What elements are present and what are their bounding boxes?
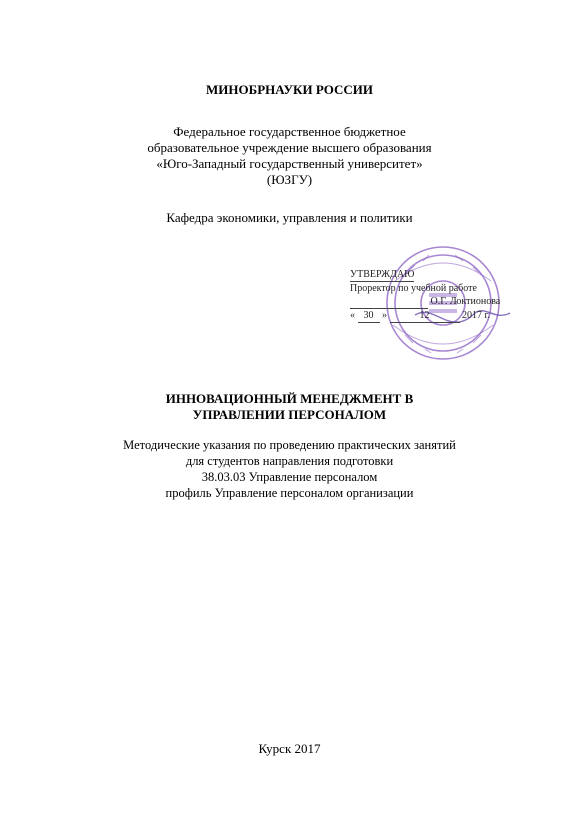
city-year: Курск 2017: [258, 741, 321, 756]
description-line: Методические указания по проведению практических занятий: [123, 438, 456, 452]
department-name: Кафедра экономики, управления и политики: [166, 210, 413, 225]
date-year: 2017 г.: [462, 310, 490, 321]
university-block: [0, 124, 579, 188]
description-line: профиль Управление персоналом организации: [165, 486, 414, 500]
approval-date-line: [350, 309, 550, 323]
date-quote-close: »: [382, 310, 387, 321]
ministry-heading: МИНОБРНАУКИ РОССИИ: [206, 82, 373, 97]
date-quote-open: «: [350, 310, 355, 321]
description-line: 38.03.03 Управление персоналом: [201, 470, 378, 484]
document-description: [0, 437, 579, 501]
title-line: ИННОВАЦИОННЫЙ МЕНЕДЖМЕНТ В: [165, 391, 414, 406]
university-line: Федеральное государственное бюджетное: [173, 124, 406, 139]
approval-heading: [350, 268, 550, 282]
signature-blank: [350, 295, 428, 309]
date-month: 12: [390, 309, 460, 323]
university-abbreviation: (ЮЗГУ): [266, 172, 313, 187]
title-line: УПРАВЛЕНИИ ПЕРСОНАЛОМ: [192, 407, 387, 422]
approval-word: УТВЕРЖДАЮ: [350, 269, 415, 280]
university-line: «Юго-Западный государственный университет»: [156, 156, 423, 171]
approval-signature-line: [350, 295, 550, 309]
approval-block: [350, 268, 550, 348]
date-day: 30: [358, 309, 380, 323]
approval-position: Проректор по учебной работе: [350, 283, 477, 294]
document-title: [0, 391, 579, 423]
university-line: образовательное учреждение высшего образования: [147, 140, 432, 155]
approver-name: О.Г. Локтионова: [430, 296, 501, 307]
description-line: для студентов направления подготовки: [185, 454, 394, 468]
